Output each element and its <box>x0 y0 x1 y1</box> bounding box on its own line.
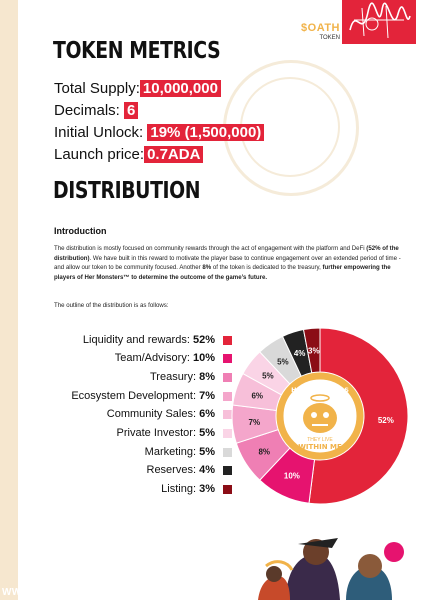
paragraph-text: . We have built in this reward to motivate the player base to continue engagement over an extended period of time - and allow our token to be community focused. Another <box>54 254 401 271</box>
center-title: HER MONSTERS <box>291 386 349 394</box>
donut-value-label: 6% <box>251 391 264 401</box>
legend-label: Liquidity and rewards: <box>82 334 190 346</box>
document-sheet <box>18 0 424 600</box>
donut-value-label: 10% <box>283 471 300 481</box>
metric-decimals <box>54 102 138 119</box>
introduction-heading: Introduction <box>54 226 107 236</box>
paragraph-bold: (52% of the distribution) <box>54 245 399 262</box>
website-url: WWW.HERMONSTERS.COM <box>2 587 143 598</box>
paragraph-bold: 8% <box>202 264 212 271</box>
token-brand <box>301 22 340 41</box>
monster-eye-icon <box>323 412 329 418</box>
legend-value: 52% <box>192 334 215 346</box>
center-emblem <box>276 372 364 460</box>
distribution-paragraph <box>54 244 410 282</box>
legend-item-private-investor <box>117 427 215 439</box>
metric-total-supply <box>54 80 221 97</box>
legend-label: Treasury: <box>149 371 197 383</box>
legend-label: Reserves: <box>146 464 197 476</box>
metric-value: 6 <box>124 102 138 119</box>
legend-value: 5% <box>199 427 215 439</box>
token-metrics-heading: TOKEN METRICS <box>53 38 221 64</box>
legend-label: Marketing: <box>144 446 197 458</box>
paragraph-text: of the token is dedicated to the treasury, <box>211 264 323 271</box>
metric-label: Launch price: <box>54 146 145 163</box>
donut-value-label: 8% <box>258 447 271 457</box>
donut-value-label: 5% <box>277 357 289 367</box>
legend-item-team <box>115 352 215 364</box>
donut-value-label: 5% <box>262 371 274 381</box>
legend-value: 3% <box>199 483 215 495</box>
token-name: $OATH <box>301 22 340 34</box>
paragraph-text: The distribution is mostly focused on community rewards through the act of engagement with the platform and DeFi <box>54 245 367 252</box>
legend-label: Team/Advisory: <box>114 352 190 364</box>
distribution-donut-chart <box>230 326 410 506</box>
distribution-heading: DISTRIBUTION <box>53 178 201 204</box>
monster-eye-icon <box>311 412 317 418</box>
token-subtitle: TOKEN <box>319 35 340 41</box>
center-tagline: THEY LIVE <box>307 437 333 443</box>
legend-item-treasury <box>150 371 215 383</box>
metric-label: Initial Unlock: <box>54 124 144 141</box>
legend-item-community-sales <box>107 408 215 420</box>
legend-label: Listing: <box>161 483 197 495</box>
donut-value-label: 4% <box>293 349 306 359</box>
legend-value: 10% <box>192 352 215 364</box>
monster-characters-illustration <box>246 522 416 600</box>
metric-initial-unlock <box>54 124 264 141</box>
metric-value: 0.7ADA <box>144 146 203 163</box>
outline-text: The outline of the distribution is as follows: <box>54 302 169 309</box>
legend-label: Community Sales: <box>106 408 197 420</box>
paragraph-bold: further empowering the players of Her Monsters™ to determine the outcome of the game’s future. <box>54 264 391 281</box>
legend-item-liquidity <box>83 334 215 346</box>
donut-value-label: 3% <box>308 346 320 356</box>
metric-label: Decimals: <box>54 102 120 119</box>
metric-label: Total Supply: <box>54 80 140 97</box>
legend-item-reserves <box>147 464 216 476</box>
donut-value-label: 52% <box>377 416 394 426</box>
legend-item-listing <box>161 483 215 495</box>
legend-value: 6% <box>199 408 215 420</box>
signature-logo-icon <box>342 0 416 44</box>
legend-value: 4% <box>199 464 215 476</box>
metric-value: 19% (1,500,000) <box>147 124 264 141</box>
monster-face-icon <box>303 403 337 433</box>
metric-value: 10,000,000 <box>140 80 221 97</box>
legend-value: 5% <box>199 446 215 458</box>
legend-item-marketing <box>145 446 215 458</box>
legend-item-ecosystem <box>71 390 215 402</box>
her-monsters-logo <box>342 0 416 44</box>
legend-value: 8% <box>199 371 215 383</box>
donut-value-label: 7% <box>248 418 261 428</box>
metric-launch-price <box>54 146 203 163</box>
center-tagline-2: WITHIN ME <box>298 443 342 451</box>
legend-label: Private Investor: <box>116 427 197 439</box>
legend-label: Ecosystem Development: <box>71 390 197 402</box>
legend-value: 7% <box>199 390 215 402</box>
